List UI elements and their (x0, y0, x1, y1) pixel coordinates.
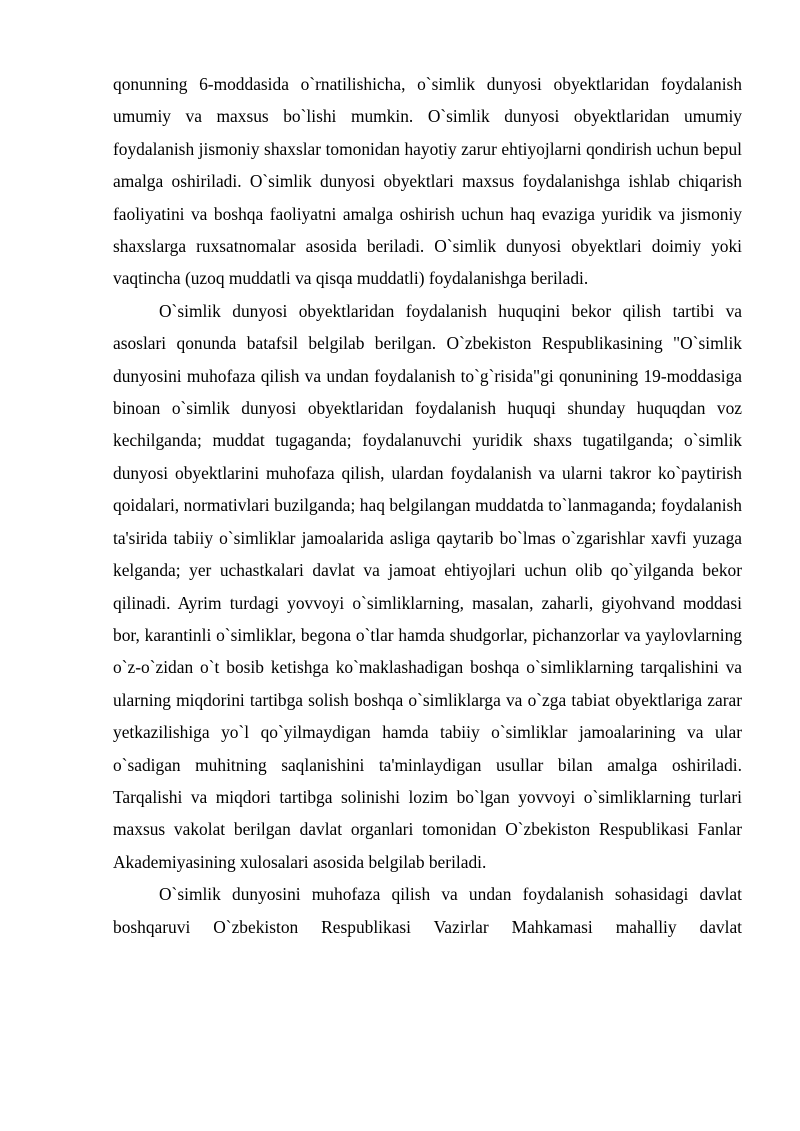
paragraph-1: qonunning 6-moddasida o`rnatilishicha, o`simlik dunyosi obyektlaridan foydalanish umumiy va maxsus bo`lishi mumkin. O`simlik dunyosi obyektlaridan umumiy foydalanish jismoniy shaxslar tomonidan hayotiy zarur ehtiyojlarni qondirish uchun bepul amalga oshiriladi. O`simlik dunyosi obyektlari maxsus foydalanishga ishlab chiqarish faoliyatini va boshqa faoliyatni amalga oshirish uchun haq evaziga yuridik va jismoniy shaxslarga ruxsatnomalar asosida beriladi. O`simlik dunyosi obyektlari doimiy yoki vaqtincha (uzoq muddatli va qisqa muddatli) foydalanishga beriladi. (113, 74, 742, 289)
paragraph-2: O`simlik dunyosi obyektlaridan foydalanish huquqini bekor qilish tartibi va asoslari qonunda batafsil belgilab berilgan. O`zbekiston Respublikasining "O`simlik dunyosini muhofaza qilish va undan foydalanish to`g`risida"gi qonunining 19-moddasiga binoan o`simlik dunyosi obyektlaridan foydalanish huquqi shunday huquqdan voz kechilganda; muddat tugaganda; foydalanuvchi yuridik shaxs tugatilganda; o`simlik dunyosi obyektlarini muhofaza qilish, ulardan foydalanish va ularni takror ko`paytirish qoidalari, normativlari buzilganda; haq belgilangan muddatda to`lanmaganda; foydalanish ta'sirida tabiiy o`simliklar jamoalarida asliga qaytarib bo`lmas o`zgarishlar xavfi yuzaga kelganda; yer uchastkalari davlat va jamoat ehtiyojlari uchun olib qo`yilganda bekor qilinadi. Ayrim turdagi yovvoyi o`simliklarning, masalan, zaharli, giyohvand moddasi bor, karantinli o`simliklar, begona o`tlar hamda shudgorlar, pichanzorlar va yaylovlarning o`z-o`zidan o`t bosib ketishga ko`maklashadigan boshqa o`simliklarning tarqalishini va ularning miqdorini tartibga solish boshqa o`simliklarga va o`zga tabiat obyektlariga zarar yetkazilishiga yo`l qo`yilmaydigan hamda tabiiy o`simliklar jamoalarining va ular o`sadigan muhitning saqlanishini ta'minlaydigan usullar bilan amalga oshiriladi. Tarqalishi va miqdori tartibga solinishi lozim bo`lgan yovvoyi o`simliklarning turlari maxsus vakolat berilgan davlat organlari tomonidan O`zbekiston Respublikasi Fanlar Akademiyasining xulosalari asosida belgilab beriladi. (113, 300, 742, 872)
document-page (113, 68, 742, 943)
paragraph-3: O`simlik dunyosini muhofaza qilish va undan foydalanish sohasidagi davlat boshqaruvi O`zbekiston Respublikasi Vazirlar Mahkamasi mahalliy davlat (113, 884, 742, 937)
